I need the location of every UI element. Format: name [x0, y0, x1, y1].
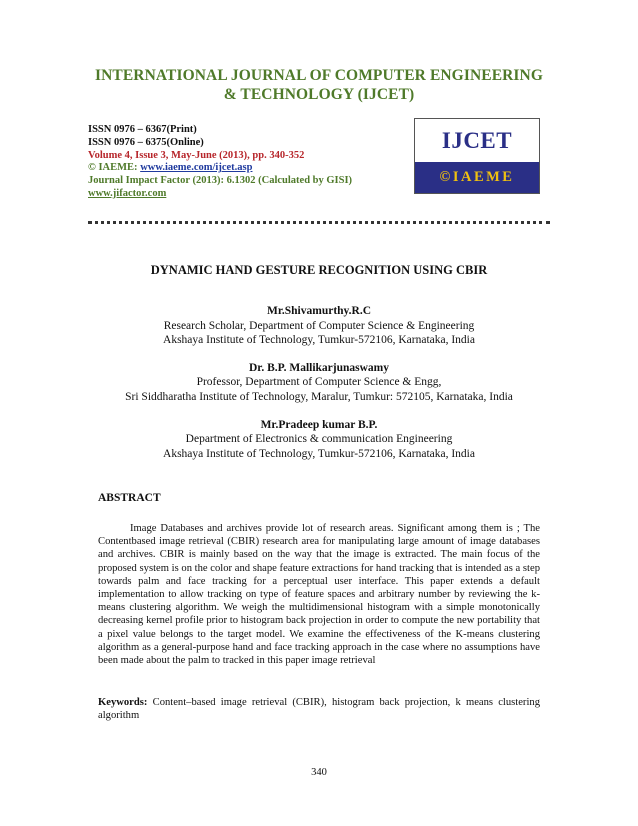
logo-ijcet-text: IJCET [441, 128, 513, 153]
author-affiliation: Research Scholar, Department of Computer Science & Engineering [163, 319, 475, 332]
jifactor-link[interactable]: www.jifactor.com [88, 187, 167, 199]
author-institution: Akshaya Institute of Technology, Tumkur-572106, Karnataka, India [163, 447, 475, 460]
ijcet-logo [414, 118, 540, 194]
issn-print: ISSN 0976 – 6367(Print) [88, 124, 197, 135]
iaeme-label: © IAEME: [88, 162, 141, 174]
author-name: Mr.Pradeep kumar B.P. [260, 418, 378, 431]
author-name: Mr.Shivamurthy.R.C [266, 305, 372, 317]
author-name: Dr. B.P. Mallikarjunaswamy [248, 361, 390, 374]
author-block-3 [60, 418, 578, 462]
issn-online: ISSN 0976 – 6375(Online) [88, 136, 204, 148]
author-affiliation: Professor, Department of Computer Science & Engg, [196, 376, 442, 389]
author-institution: Akshaya Institute of Technology, Tumkur-572106, Karnataka, India [163, 334, 475, 347]
iaeme-line [88, 162, 398, 175]
author-affiliation: Department of Electronics & communication Engineering [185, 433, 453, 446]
journal-title-line1: INTERNATIONAL JOURNAL OF COMPUTER ENGINEERING [94, 67, 544, 84]
paper-title: DYNAMIC HAND GESTURE RECOGNITION USING CBIR [150, 263, 488, 277]
volume-info: Volume 4, Issue 3, May-June (2013), pp. 340-352 [88, 149, 305, 161]
author-block-2 [60, 361, 578, 405]
author-institution: Sri Siddharatha Institute of Technology, Maralur, Tumkur: 572105, Karnataka, India [125, 390, 513, 403]
iaeme-link[interactable]: www.iaeme.com/ijcet.asp [140, 162, 253, 174]
dotted-divider [88, 221, 550, 224]
logo-iaeme-text: ©IAEME [415, 162, 539, 193]
keywords-text: Content–based image retrieval (CBIR), histogram back projection, k means clustering algorithm [98, 697, 540, 722]
author-block-1 [60, 304, 578, 348]
journal-title [60, 66, 578, 104]
abstract-body [98, 522, 540, 667]
abstract-paragraph: Image Databases and archives provide lot of research areas. Significant among them is ; The Contentbased image retrieval (CBIR) research area for manipulating large amount of image databases and archives. CBIR is mainly based on the way that the image is extracted. The main focus of the proposed system is on the color and shape feature extractions for hand tracking that is intended as a step towards palm and face tracking for a perceptual user interface. This paper extends a default implementation to allow tracking on type of feature spaces and arbitrary number by reviewing the k-means clustering algorithm. We weigh the multidimensional histogram with a simple monotonically decreasing kernel profile prior to histogram back projection in order to compute the new portability that a pixel value belongs to the target model. We examine the effectiveness of the K-means clustering algorithm as a general-purpose hand and face tracking approach in the case where no assumptions have been made about the palm to tracked in this paper image retrieval [98, 523, 540, 667]
journal-title-line2: & TECHNOLOGY (IJCET) [223, 86, 415, 103]
abstract-heading: ABSTRACT [98, 492, 161, 504]
impact-factor: Journal Impact Factor (2013): 6.1302 (Calculated by GISI) [88, 175, 353, 187]
journal-info [88, 124, 398, 201]
page-number: 340 [311, 767, 327, 778]
keywords [98, 696, 540, 722]
author-list [60, 304, 578, 474]
keywords-label: Keywords: [98, 697, 148, 708]
